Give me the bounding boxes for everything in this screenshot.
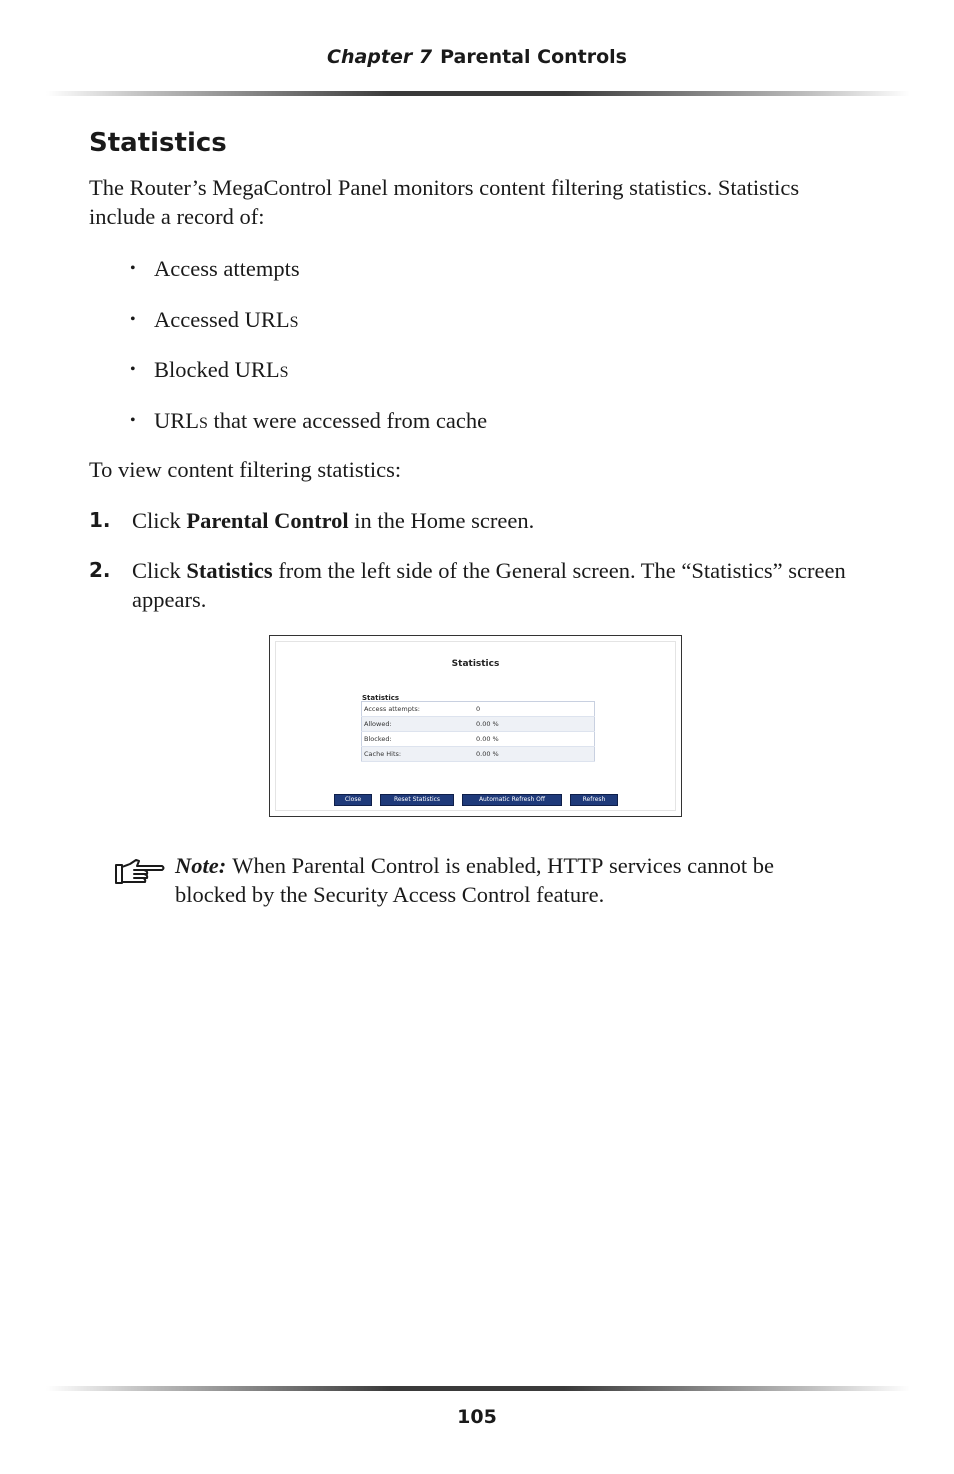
row-value: 0.00 %	[474, 732, 595, 747]
screenshot-button-row	[334, 794, 626, 806]
list-item-smallcaps: URLs	[154, 407, 208, 433]
table-row	[362, 732, 595, 747]
step-text: Click	[132, 508, 187, 533]
steps-list	[89, 506, 869, 635]
refresh-button[interactable]: Refresh	[570, 794, 618, 806]
bullet-icon: •	[130, 411, 136, 429]
note-smallcaps: HTTP	[547, 853, 604, 878]
chapter-label: Chapter 7	[327, 46, 433, 68]
bullet-icon: •	[130, 260, 136, 277]
step-bold-term: Parental Control	[186, 508, 349, 533]
row-value: 0.00 %	[474, 717, 595, 732]
intro-paragraph: The Router’s MegaControl Panel monitors content filtering statistics. Statistics include a record of:	[89, 175, 800, 229]
automatic-refresh-button[interactable]: Automatic Refresh Off	[462, 794, 562, 806]
statistics-table	[361, 701, 595, 762]
statistics-screenshot	[269, 635, 682, 817]
section-label: Parental Controls	[440, 46, 627, 68]
step-number: 2.	[89, 558, 111, 582]
statistics-section-label: Statistics	[362, 694, 400, 702]
step-item	[89, 506, 869, 535]
list-item	[130, 355, 487, 384]
row-label: Allowed:	[362, 717, 475, 732]
row-label: Blocked:	[362, 732, 475, 747]
list-item-smallcaps: URLs	[244, 306, 299, 332]
header-rule	[46, 91, 910, 96]
table-row	[362, 747, 595, 762]
list-item-text: Blocked	[154, 357, 235, 382]
step-item	[89, 556, 869, 614]
statistics-list	[130, 254, 487, 456]
page-title: Statistics	[89, 128, 227, 158]
row-value: 0.00 %	[474, 747, 595, 762]
table-row	[362, 717, 595, 732]
page-number: 105	[457, 1406, 497, 1428]
row-label: Cache Hits:	[362, 747, 475, 762]
bullet-icon: •	[130, 361, 136, 378]
footer-rule	[46, 1386, 910, 1391]
close-button[interactable]: Close	[334, 794, 372, 806]
list-item-text: Accessed	[154, 306, 245, 332]
list-item	[130, 406, 487, 435]
step-text-end: from the left side of the General screen. The “Statistics” screen appears.	[132, 558, 846, 612]
note-text-end: services cannot be blocked by the Security Access Control feature.	[175, 853, 774, 907]
step-text: Click	[132, 558, 187, 583]
step-number: 1.	[89, 508, 111, 532]
list-item	[130, 305, 487, 334]
note-text: When Parental Control is enabled,	[232, 853, 548, 878]
step-text-end: in the Home screen.	[348, 508, 535, 533]
reset-statistics-button[interactable]: Reset Statistics	[380, 794, 454, 806]
pointing-hand-icon	[114, 856, 166, 888]
bullet-icon: •	[130, 310, 136, 328]
running-header	[0, 46, 954, 68]
note-label: Note:	[175, 853, 227, 878]
table-row	[362, 702, 595, 717]
list-item-text: Access attempts	[154, 256, 300, 281]
note-paragraph	[175, 851, 775, 909]
list-item-smallcaps: URLs	[234, 357, 289, 382]
screenshot-title: Statistics	[451, 659, 500, 669]
row-label: Access attempts:	[362, 702, 475, 717]
list-item	[130, 254, 487, 283]
row-value: 0	[474, 702, 595, 717]
screenshot-panel	[275, 641, 676, 811]
list-item-text-end: that were accessed from cache	[207, 407, 488, 433]
steps-lead: To view content filtering statistics:	[89, 457, 402, 482]
step-bold-term: Statistics	[186, 558, 273, 583]
